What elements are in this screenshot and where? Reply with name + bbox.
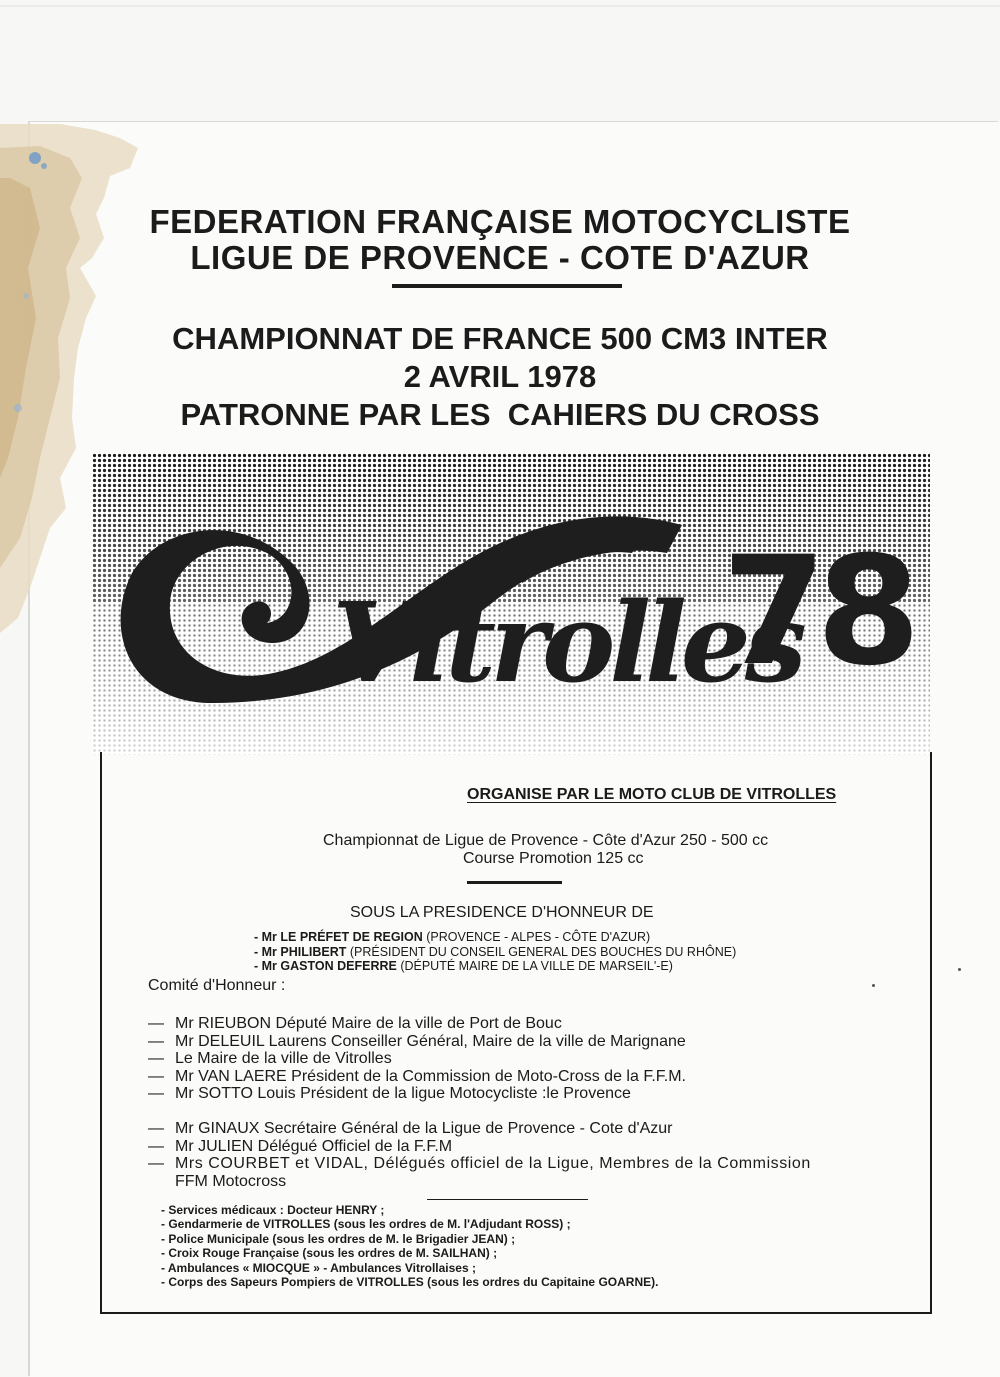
list-item: - Corps des Sapeurs Pompiers de VITROLLES (sous les ordres du Capitaine GOARNE). bbox=[161, 1275, 659, 1290]
logo-word: Vitrolles bbox=[332, 578, 801, 707]
list-item: - Ambulances « MIOCQUE » - Ambulances Vitrollaises ; bbox=[161, 1260, 476, 1275]
list-item: - Gendarmerie de VITROLLES (sous les ordres de M. l'Adjudant ROSS) ; bbox=[161, 1217, 571, 1232]
list-item: - Police Municipale (sous les ordres de M. le Brigadier JEAN) ; bbox=[161, 1231, 516, 1246]
organiser: ORGANISE PAR LE MOTO CLUB DE VITROLLES bbox=[467, 786, 837, 803]
list-item: - Services médicaux : Docteur HENRY ; bbox=[161, 1203, 385, 1217]
honorary-presidents-list bbox=[254, 930, 736, 974]
event-sponsor: PATRONNE PAR LES CAHIERS DU CROSS bbox=[180, 397, 820, 432]
list-item: — Le Maire de la ville de Vitrolles bbox=[148, 1050, 888, 1068]
event-title: CHAMPIONNAT DE FRANCE 500 CM3 INTER bbox=[172, 321, 828, 356]
list-item: — Mr DELEUIL Laurens Conseiller Général, Maire de la ville de Marignane bbox=[148, 1033, 888, 1051]
list-item: - Croix Rouge Française (sous les ordres de M. SAILHAN) ; bbox=[161, 1246, 498, 1261]
list-item: — Mr RIEUBON Député Maire de la ville de Port de Bouc bbox=[148, 1015, 888, 1033]
list-item: — Mr SOTTO Louis Président de la ligue Motocycliste :le Provence bbox=[148, 1085, 888, 1103]
federation-name: FEDERATION FRANÇAISE MOTOCYCLISTE bbox=[149, 203, 851, 240]
list-item: — Mr GINAUX Secrétaire Général de la Ligue de Provence - Cote d'Azur bbox=[148, 1120, 888, 1138]
federation-header bbox=[0, 204, 1000, 276]
championship-line: Course Promotion 125 cc bbox=[463, 850, 644, 867]
services-list bbox=[161, 1203, 658, 1289]
list-item: — Mr JULIEN Délégué Officiel de la F.F.M bbox=[148, 1138, 888, 1156]
section-divider bbox=[467, 881, 562, 884]
list-item: - Mr PHILIBERT (PRÉSIDENT DU CONSEIL GENERAL DES BOUCHES DU RHÔNE) bbox=[254, 944, 737, 959]
event-date: 2 AVRIL 1978 bbox=[403, 359, 597, 394]
speck-decoration bbox=[872, 984, 875, 987]
vitrolles-78-logo-banner bbox=[92, 453, 930, 755]
list-item-continuation: FFM Motocross bbox=[175, 1172, 287, 1190]
championship-line: Championnat de Ligue de Provence - Côte d'Azur 250 - 500 cc bbox=[323, 832, 769, 849]
list-item: — Mrs COURBET et VIDAL, Délégués officiel de la Ligue, Membres de la Commission bbox=[148, 1155, 888, 1173]
services-divider bbox=[427, 1199, 588, 1200]
presidence-title: SOUS LA PRESIDENCE D'HONNEUR DE bbox=[350, 904, 654, 921]
list-item: — Mr VAN LAERE Président de la Commission de Moto-Cross de la F.F.M. bbox=[148, 1068, 888, 1086]
list-item: - Mr GASTON DEFERRE (DÉPUTÉ MAIRE DE LA VILLE DE MARSEIL'-E) bbox=[254, 959, 673, 973]
list-item: - Mr LE PRÉFET DE REGION (PROVENCE - ALPES - CÔTE D'AZUR) bbox=[254, 930, 651, 944]
speck-decoration bbox=[958, 968, 961, 971]
logo-year: 78 bbox=[722, 525, 911, 699]
comite-members-list bbox=[148, 1015, 888, 1190]
league-name: LIGUE DE PROVENCE - COTE D'AZUR bbox=[190, 239, 810, 276]
event-header bbox=[0, 320, 1000, 434]
header-underline bbox=[392, 284, 622, 288]
comite-title: Comité d'Honneur : bbox=[148, 977, 286, 994]
